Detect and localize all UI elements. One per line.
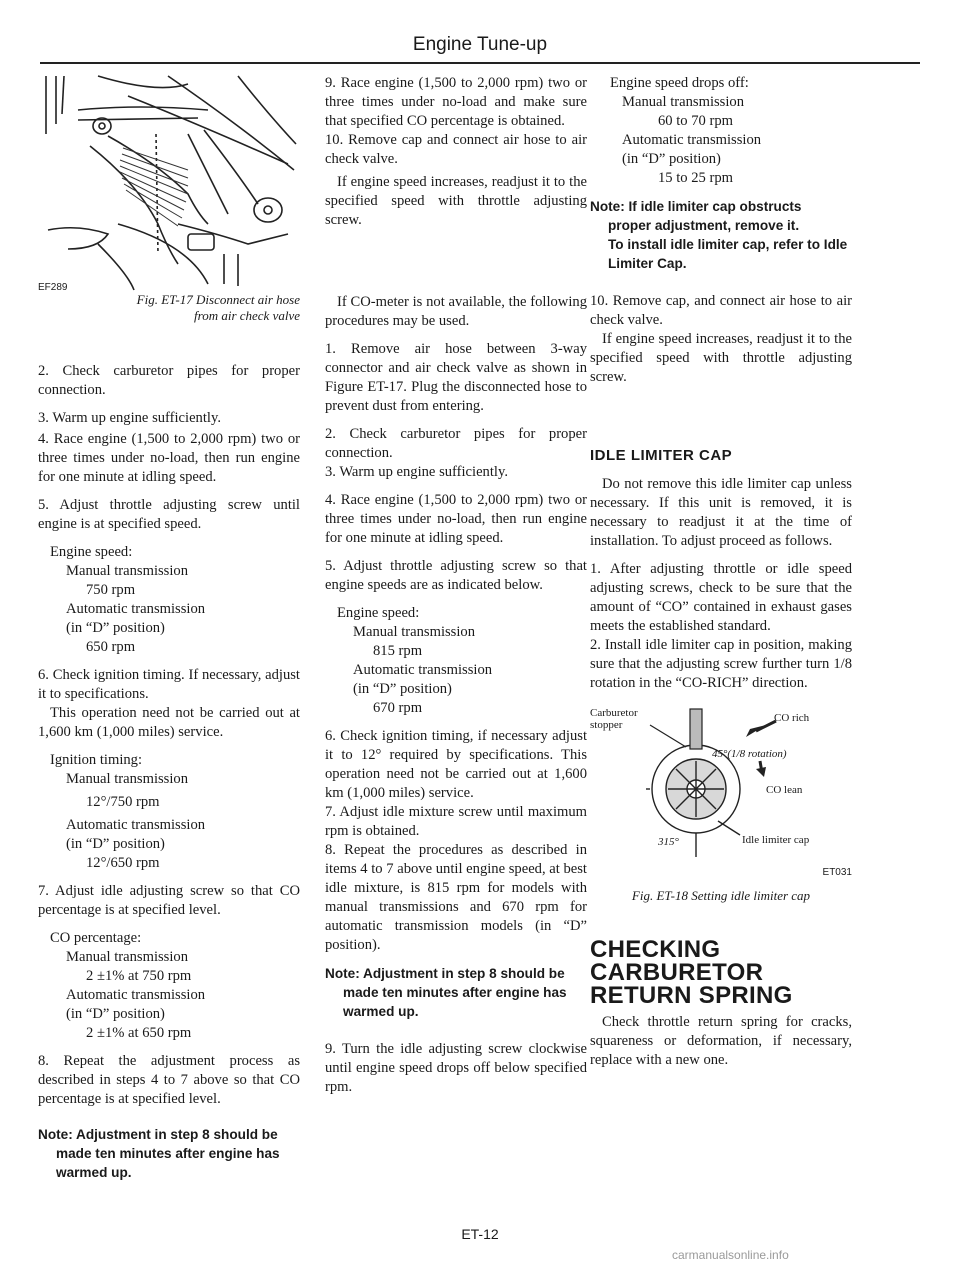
watermark: carmanualsonline.info xyxy=(672,1248,789,1262)
step-10-col3: 10. Remove cap, and connect air hose to air check valve. xyxy=(590,293,852,328)
idle-limiter-intro: Do not remove this idle limiter cap unless necessary. If this unit is removed, it is necessary to readjust it at the time of installation. To adjust proceed as follows. xyxy=(590,476,852,549)
column-2 xyxy=(325,74,587,1106)
section-heading-idle-limiter-cap: IDLE LIMITER CAP xyxy=(590,447,733,464)
step-10: 10. Remove cap and connect air hose to air check valve. xyxy=(325,132,587,167)
engine-speed-spec: Engine speed: Manual transmission 750 rpm Automatic transmission (in “D” position) 650 rpm xyxy=(50,544,206,655)
header-rule xyxy=(40,62,920,64)
angle-45-label: 45°(1/8 rotation) xyxy=(712,748,787,760)
note-idle-limiter: Note: If idle limiter cap obstructs proper adjustment, remove it. To install idle limiter cap, refer to Idle Limiter Cap. xyxy=(590,199,848,271)
page-header: Engine Tune-up xyxy=(412,34,548,55)
step-8: 8. Repeat the adjustment process as described in steps 4 to 7 above so that CO percentage is at specified level. xyxy=(38,1053,300,1107)
figure-et-17 xyxy=(38,74,300,324)
note-step-8: Note: Adjustment in step 8 should be made ten minutes after engine has warmed up. xyxy=(38,1127,280,1180)
alt-step-9: 9. Turn the idle adjusting screw clockwise until engine speed drops off below specified rpm. xyxy=(325,1041,587,1095)
step-6-note: This operation need not be carried out at 1,600 km (1,000 miles) service. xyxy=(38,705,300,740)
step-6: 6. Check ignition timing. If necessary, adjust it to specifications. xyxy=(38,667,300,702)
figure-caption: Fig. ET-17 Disconnect air hose from air check valve xyxy=(136,292,300,323)
step-2: 2. Check carburetor pipes for proper connection. xyxy=(38,363,300,398)
return-spring-text: Check throttle return spring for cracks, squareness or deformation, if necessary, replace with a new one. xyxy=(590,1014,852,1068)
section-heading-return-spring: RETURN SPRING xyxy=(590,982,793,1009)
alt-engine-speed-spec: Engine speed: Manual transmission 815 rpm Automatic transmission (in “D” position) 670 rpm xyxy=(337,605,493,716)
step-5: 5. Adjust throttle adjusting screw until engine is at specified speed. xyxy=(38,497,300,532)
column-3 xyxy=(590,74,852,1079)
angle-315-label: 315° xyxy=(658,836,679,848)
carburetor-stopper-label: Carburetor stopper xyxy=(590,707,638,731)
alt-step-3: 3. Warm up engine sufficiently. xyxy=(325,464,508,480)
co-rich-label: CO rich xyxy=(774,712,810,724)
column-1 xyxy=(38,74,300,1191)
step-9: 9. Race engine (1,500 to 2,000 rpm) two or three times under no-load and make sure that specified CO percentage is obtained. xyxy=(325,75,587,129)
alt-step-7: 7. Adjust idle mixture screw until maximum rpm is obtained. xyxy=(325,804,587,839)
figure-et-18 xyxy=(590,707,852,904)
figure-caption: Fig. ET-18 Setting idle limiter cap xyxy=(631,888,811,903)
section-heading-carburetor: CARBURETOR xyxy=(590,959,764,986)
alt-step-5: 5. Adjust throttle adjusting screw so that engine speeds are as indicated below. xyxy=(325,558,587,593)
step-4: 4. Race engine (1,500 to 2,000 rpm) two or three times under no-load, then run engine for one minute at idling speed. xyxy=(38,431,300,485)
step-10-readjust: If engine speed increases, readjust it to the specified speed with throttle adjusting screw. xyxy=(325,174,587,228)
step-10-col3-readjust: If engine speed increases, readjust it to the specified speed with throttle adjusting screw. xyxy=(590,331,852,385)
alt-step-1: 1. Remove air hose between 3-way connector and air check valve as shown in Figure ET-17. Plug the disconnected hose to prevent dust from entering. xyxy=(325,341,587,414)
ignition-timing-spec: Ignition timing: Manual transmission 12°/750 rpm Automatic transmission (in “D” position) 12°/650 rpm xyxy=(50,752,206,871)
alt-step-6: 6. Check ignition timing, if necessary adjust it to 12° required by specifications. This operation need not be carried out at 1,600 km (1,000 miles) service. xyxy=(325,728,587,801)
page-number: ET-12 xyxy=(461,1226,499,1242)
alt-step-4: 4. Race engine (1,500 to 2,000 rpm) two or three times under no-load, then run engine for one minute at idling speed. xyxy=(325,492,587,546)
idle-step-1: 1. After adjusting throttle or idle speed adjusting screws, check to be sure that the amount of “CO” contained in exhaust gases meets the established standard. xyxy=(590,561,852,634)
speed-drop-spec: Engine speed drops off: Manual transmission 60 to 70 rpm Automatic transmission (in “D” position) 15 to 25 rpm xyxy=(610,75,762,186)
alt-intro: If CO-meter is not available, the following procedures may be used. xyxy=(325,294,587,329)
figure-id: ET031 xyxy=(822,867,852,878)
idle-step-2: 2. Install idle limiter cap in position, making sure that the adjusting screw further turn 1/8 rotation in the “CO-RICH” direction. xyxy=(590,637,852,691)
alt-step-2: 2. Check carburetor pipes for proper connection. xyxy=(325,426,587,461)
step-3: 3. Warm up engine sufficiently. xyxy=(38,410,221,426)
step-7: 7. Adjust idle adjusting screw so that CO percentage is at specified level. xyxy=(38,883,300,918)
alt-step-8: 8. Repeat the procedures as described in items 4 to 7 above until engine speed, at best idle mixture, is 815 rpm for models with manual transmissions and 670 rpm for automatic transmission models (in “D” position). xyxy=(325,842,587,953)
figure-id: EF289 xyxy=(38,282,68,293)
section-heading-checking: CHECKING xyxy=(590,936,721,963)
note-alt-step-8: Note: Adjustment in step 8 should be made ten minutes after engine has warmed up. xyxy=(325,966,567,1019)
idle-limiter-cap-label: Idle limiter cap xyxy=(742,834,810,846)
co-lean-label: CO lean xyxy=(766,784,803,796)
co-percentage-spec: CO percentage: Manual transmission 2 ±1% at 750 rpm Automatic transmission (in “D” position) 2 ±1% at 650 rpm xyxy=(50,930,206,1041)
air-hose-illustration xyxy=(38,74,300,292)
